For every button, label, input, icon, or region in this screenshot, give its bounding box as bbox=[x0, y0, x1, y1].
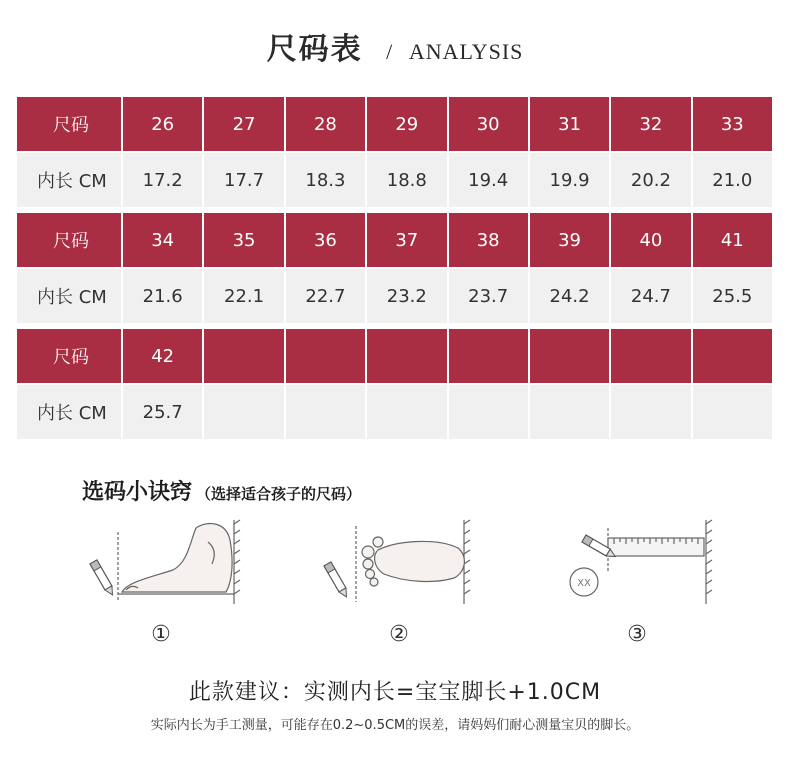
step-3-illustration bbox=[558, 512, 738, 612]
title-cn: 尺码表 bbox=[266, 32, 363, 67]
foot-top-icon bbox=[318, 512, 498, 612]
size-row bbox=[17, 213, 772, 269]
size-cell: 30 bbox=[449, 97, 528, 153]
length-cell bbox=[204, 385, 283, 441]
size-cell: 39 bbox=[530, 213, 609, 269]
step-3-xx-label: XX bbox=[577, 578, 591, 589]
size-cell: 34 bbox=[123, 213, 202, 269]
size-label-cell: 尺码 bbox=[17, 329, 121, 385]
size-label-cell: 尺码 bbox=[17, 213, 121, 269]
length-cell bbox=[286, 385, 365, 441]
step-1-illustration bbox=[78, 512, 258, 612]
tips-heading: 选码小诀窍 bbox=[82, 479, 193, 505]
size-cell bbox=[367, 329, 446, 385]
size-cell bbox=[204, 329, 283, 385]
length-cell: 21.6 bbox=[123, 269, 202, 325]
length-cell: 19.4 bbox=[449, 153, 528, 209]
size-cell: 28 bbox=[286, 97, 365, 153]
length-cell: 21.0 bbox=[693, 153, 772, 209]
length-cell: 24.7 bbox=[611, 269, 690, 325]
length-cell bbox=[611, 385, 690, 441]
length-cell: 17.7 bbox=[204, 153, 283, 209]
length-cell: 17.2 bbox=[123, 153, 202, 209]
size-cell bbox=[286, 329, 365, 385]
size-cell: 41 bbox=[693, 213, 772, 269]
length-cell: 22.1 bbox=[204, 269, 283, 325]
length-row bbox=[17, 385, 772, 441]
size-cell: 37 bbox=[367, 213, 446, 269]
length-cell: 23.7 bbox=[449, 269, 528, 325]
tips-title bbox=[82, 475, 361, 506]
ruler-measure-icon bbox=[558, 512, 738, 612]
size-cell: 31 bbox=[530, 97, 609, 153]
step-2-number: ② bbox=[389, 622, 409, 647]
size-label-cell: 尺码 bbox=[17, 97, 121, 153]
length-cell: 23.2 bbox=[367, 269, 446, 325]
size-cell bbox=[449, 329, 528, 385]
size-cell: 38 bbox=[449, 213, 528, 269]
length-cell: 19.9 bbox=[530, 153, 609, 209]
length-cell: 20.2 bbox=[611, 153, 690, 209]
size-cell: 33 bbox=[693, 97, 772, 153]
length-cell bbox=[530, 385, 609, 441]
length-label-cell: 内长 CM bbox=[17, 153, 121, 209]
step-1-number: ① bbox=[151, 622, 171, 647]
length-cell bbox=[693, 385, 772, 441]
length-row bbox=[17, 269, 772, 325]
length-label-cell: 内长 CM bbox=[17, 269, 121, 325]
length-cell bbox=[449, 385, 528, 441]
title-sep: / bbox=[386, 39, 394, 64]
length-cell: 22.7 bbox=[286, 269, 365, 325]
foot-side-icon bbox=[78, 512, 258, 612]
size-row bbox=[17, 97, 772, 153]
length-cell: 18.3 bbox=[286, 153, 365, 209]
size-cell: 26 bbox=[123, 97, 202, 153]
size-cell bbox=[530, 329, 609, 385]
size-cell bbox=[611, 329, 690, 385]
size-cell: 42 bbox=[123, 329, 202, 385]
step-2-illustration bbox=[318, 512, 498, 612]
size-chart-table bbox=[15, 97, 774, 441]
size-cell: 29 bbox=[367, 97, 446, 153]
length-cell bbox=[367, 385, 446, 441]
length-cell: 24.2 bbox=[530, 269, 609, 325]
advice-text: 此款建议：实测内长=宝宝脚长+1.0CM bbox=[188, 680, 602, 705]
tips-subtitle: （选择适合孩子的尺码） bbox=[196, 485, 362, 503]
length-row bbox=[17, 153, 772, 209]
size-cell: 27 bbox=[204, 97, 283, 153]
note-text: 实际内长为手工测量，可能存在0.2~0.5CM的误差，请妈妈们耐心测量宝贝的脚长。 bbox=[150, 718, 640, 733]
page-title bbox=[0, 24, 790, 68]
size-cell: 35 bbox=[204, 213, 283, 269]
size-cell: 36 bbox=[286, 213, 365, 269]
length-cell: 18.8 bbox=[367, 153, 446, 209]
size-cell bbox=[693, 329, 772, 385]
title-en: ANALYSIS bbox=[408, 39, 524, 64]
length-cell: 25.5 bbox=[693, 269, 772, 325]
length-cell: 25.7 bbox=[123, 385, 202, 441]
size-cell: 32 bbox=[611, 97, 690, 153]
size-row bbox=[17, 329, 772, 385]
length-label-cell: 内长 CM bbox=[17, 385, 121, 441]
step-3-number: ③ bbox=[627, 622, 647, 647]
size-cell: 40 bbox=[611, 213, 690, 269]
